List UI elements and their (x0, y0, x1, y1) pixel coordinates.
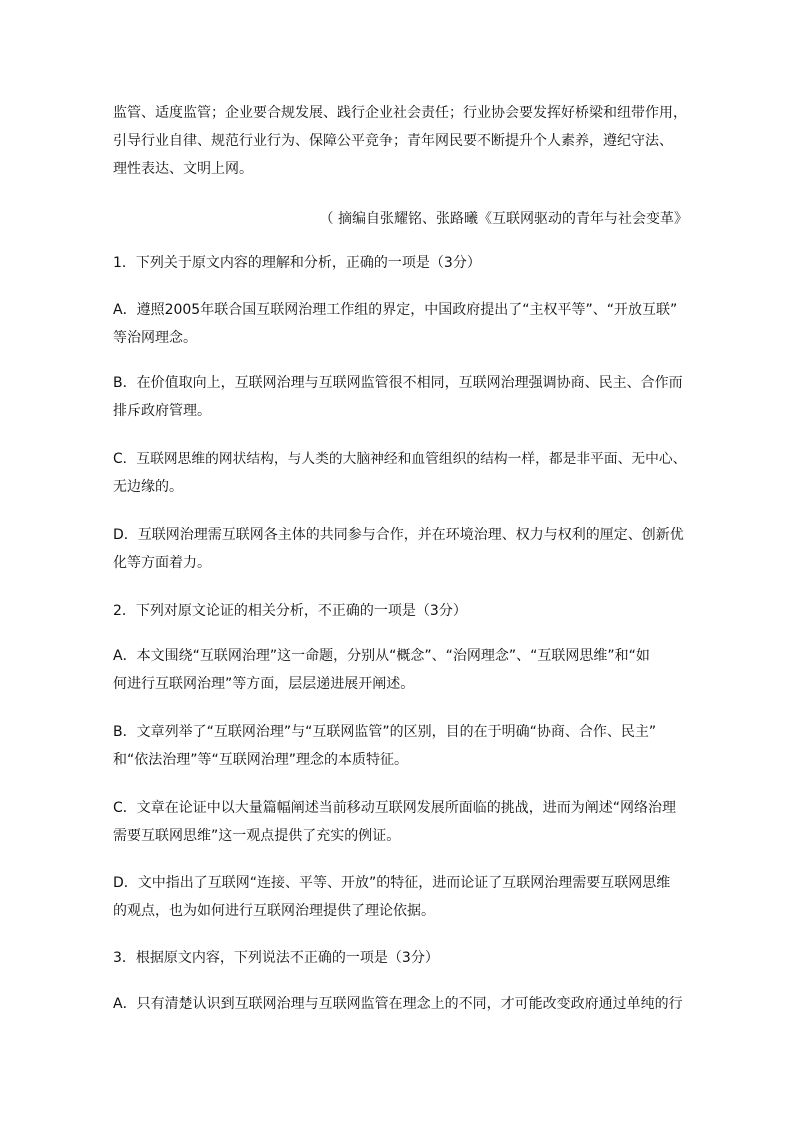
question-3-stem: 3．根据原文内容，下列说法不正确的一项是（3分） (113, 950, 439, 966)
question-1-stem: 1．下列关于原文内容的理解和分析，正确的一项是（3分） (113, 255, 481, 271)
question-2-stem: 2．下列对原文论证的相关分析，不正确的一项是（3分） (113, 603, 467, 619)
intro-paragraph (113, 99, 688, 183)
question-2-option-d: D．文中指出了互联网“连接、平等、开放”的特征，进而论证了互联网治理需要互联网思维 的观点，也为如何进行互联网治理提供了理论依据。 (113, 875, 671, 919)
intro-line: 引导行业自律、规范行业行为、保障公平竞争；青年网民要不断提升个人素养，遵纪守法、 (113, 133, 673, 149)
question-1-option-a: A．遵照2005年联合国互联网治理工作组的界定，中国政府提出了“主权平等”、“开放互联” 等治网理念。 (113, 302, 678, 346)
question-2-option-b: B．文章列举了“互联网治理”与“互联网监管”的区别，目的在于明确“协商、合作、民主” 和“依法治理”等“互联网治理”理念的本质特征。 (113, 724, 657, 768)
question-2-option-a: A．本文围绕“互联网治理”这一命题，分别从“概念”、“治网理念”、“互联网思维”和“如 何进行互联网治理”等方面，层层递进展开阐述。 (113, 648, 650, 692)
question-2-option-c: C．文章在论证中以大量篇幅阐述当前移动互联网发展所面临的挑战，进而为阐述“网络治理 需要互联网思维”这一观点提供了充实的例证。 (113, 800, 677, 844)
question-1-option-c: C．互联网思维的网状结构，与人类的大脑神经和血管组织的结构一样，都是非平面、无中心、 无边缘的。 (113, 451, 687, 495)
intro-line: 监管、适度监管；企业要合规发展、践行企业社会责任；行业协会要发挥好桥梁和纽带作用， (113, 105, 687, 121)
question-3-option-a: A．只有清楚认识到互联网治理与互联网监管在理念上的不同，才可能改变政府通过单纯的行 (113, 996, 683, 1012)
intro-line: 理性表达、文明上网。 (113, 161, 253, 177)
source-citation: （ 摘编自张耀铭、张路曦《互联网驱动的青年与社会变革》 (319, 211, 688, 227)
question-1-option-d: D．互联网治理需互联网各主体的共同参与合作，并在环境治理、权力与权利的厘定、创新优 化等方面着力。 (113, 527, 684, 571)
question-1-option-b: B．在价值取向上，互联网治理与互联网监管很不相同，互联网治理强调协商、民主、合作而 排斥政府管理。 (113, 375, 683, 419)
